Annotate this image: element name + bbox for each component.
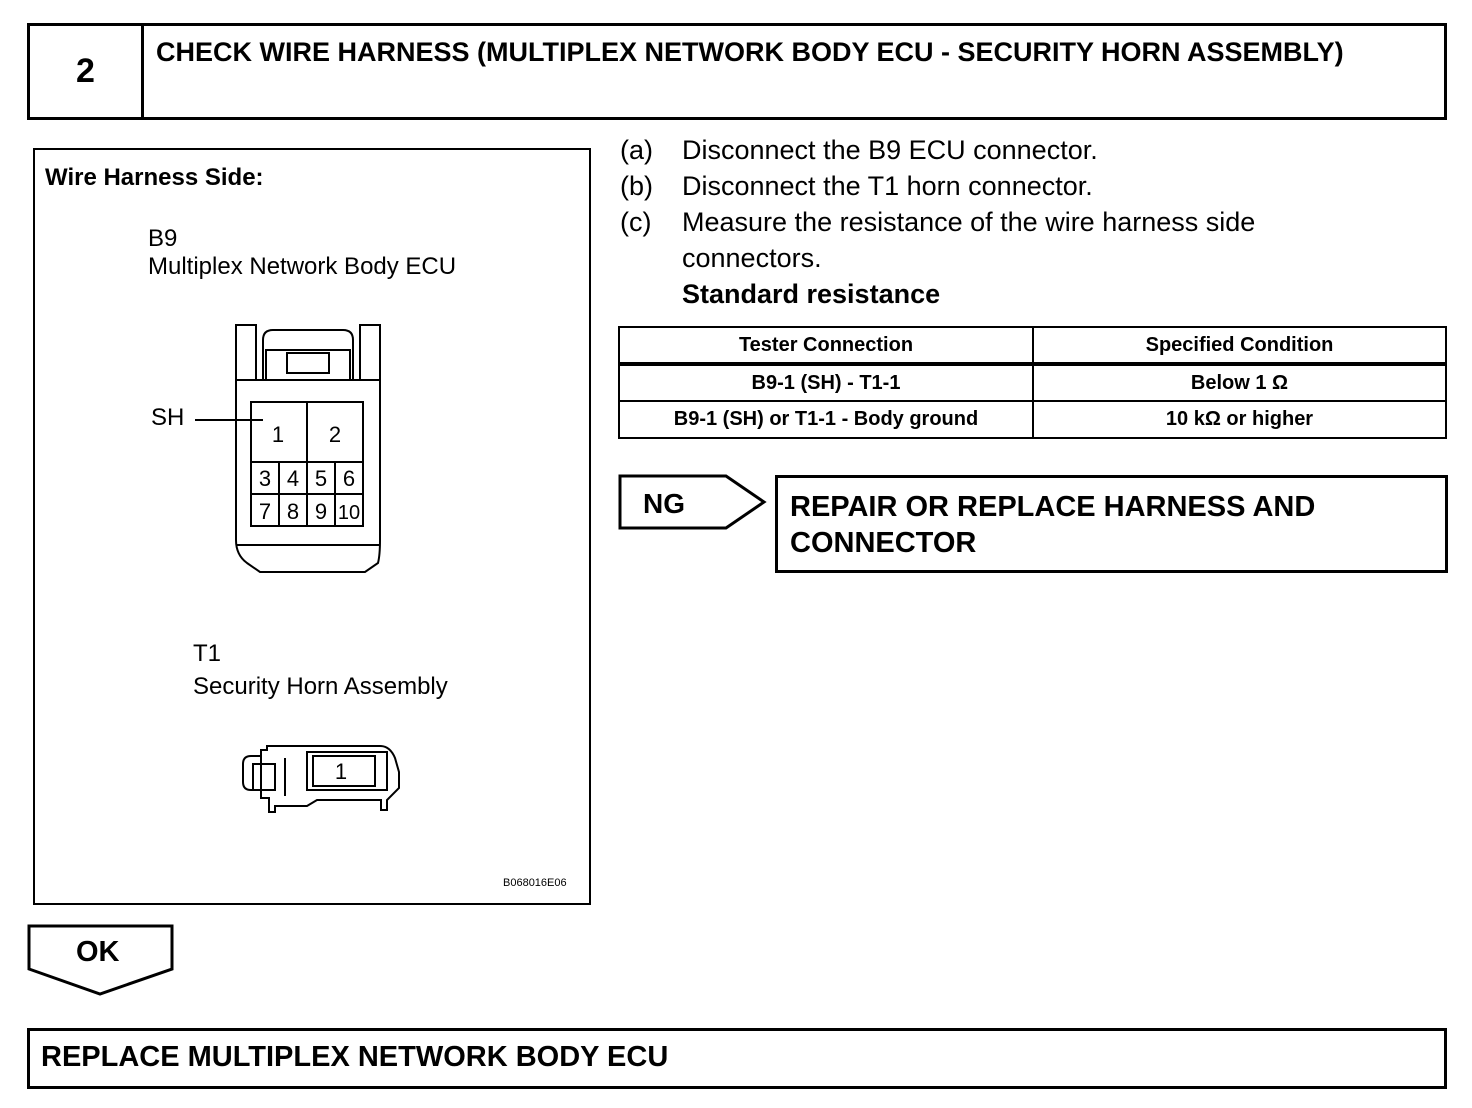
ng-label: NG	[643, 488, 685, 519]
instruction-letter: (b)	[620, 171, 653, 201]
b9-pin-4: 4	[286, 466, 300, 491]
wire-harness-side-heading: Wire Harness Side:	[45, 164, 264, 191]
header-tester-connection: Tester Connection	[619, 327, 1033, 364]
b9-pin-10: 10	[337, 502, 361, 524]
instruction-text: Measure the resistance of the wire harness side	[682, 207, 1256, 237]
standard-resistance-label: Standard resistance	[682, 279, 941, 309]
instruction-text: Disconnect the B9 ECU connector.	[682, 135, 1098, 165]
b9-pin-6: 6	[342, 466, 356, 491]
table-row	[619, 364, 1446, 401]
b9-pin-5: 5	[314, 466, 328, 491]
b9-pin-8: 8	[286, 499, 300, 524]
t1-connector-code: T1	[193, 640, 222, 667]
instruction-item	[620, 132, 1255, 168]
ok-action-box: REPLACE MULTIPLEX NETWORK BODY ECU	[27, 1028, 1447, 1089]
instruction-list	[620, 132, 1255, 312]
step-number: 2	[30, 26, 144, 117]
b9-pin-2: 2	[328, 422, 342, 447]
instruction-item	[620, 204, 1255, 240]
ok-label: OK	[76, 936, 120, 968]
b9-pin-3: 3	[258, 466, 272, 491]
instruction-continuation: connectors.	[682, 243, 822, 273]
b9-pin-1: 1	[271, 422, 285, 447]
resistance-spec-table	[618, 326, 1447, 439]
illustration-code: B068016E06	[503, 877, 567, 889]
cell-specified-condition: Below 1 Ω	[1033, 364, 1446, 401]
instruction-item	[620, 168, 1255, 204]
instruction-letter: (c)	[620, 207, 652, 237]
wiring-illustration	[33, 148, 591, 905]
step-title: CHECK WIRE HARNESS (MULTIPLEX NETWORK BODY ECU - SECURITY HORN ASSEMBLY)	[156, 37, 1344, 67]
cell-tester-connection: B9-1 (SH) - T1-1	[619, 364, 1033, 401]
t1-connector-name: Security Horn Assembly	[193, 673, 448, 700]
table-row	[619, 401, 1446, 438]
b9-pin-7: 7	[258, 499, 272, 524]
step-header	[27, 23, 1447, 120]
sh-terminal-label: SH	[151, 404, 185, 431]
header-specified-condition: Specified Condition	[1033, 327, 1446, 364]
ng-action-box: REPAIR OR REPLACE HARNESS AND CONNECTOR	[775, 475, 1448, 573]
cell-tester-connection: B9-1 (SH) or T1-1 - Body ground	[619, 401, 1033, 438]
instruction-letter: (a)	[620, 135, 653, 165]
t1-connector-drawing	[243, 746, 399, 812]
b9-connector-code: B9	[148, 225, 178, 252]
b9-connector-name: Multiplex Network Body ECU	[148, 253, 457, 280]
ng-arrow-shape	[618, 474, 778, 534]
cell-specified-condition: 10 kΩ or higher	[1033, 401, 1446, 438]
b9-connector-drawing	[195, 325, 380, 572]
table-header-row	[619, 327, 1446, 364]
t1-pin-1: 1	[334, 759, 348, 784]
b9-pin-9: 9	[314, 499, 328, 524]
instruction-text: Disconnect the T1 horn connector.	[682, 171, 1093, 201]
